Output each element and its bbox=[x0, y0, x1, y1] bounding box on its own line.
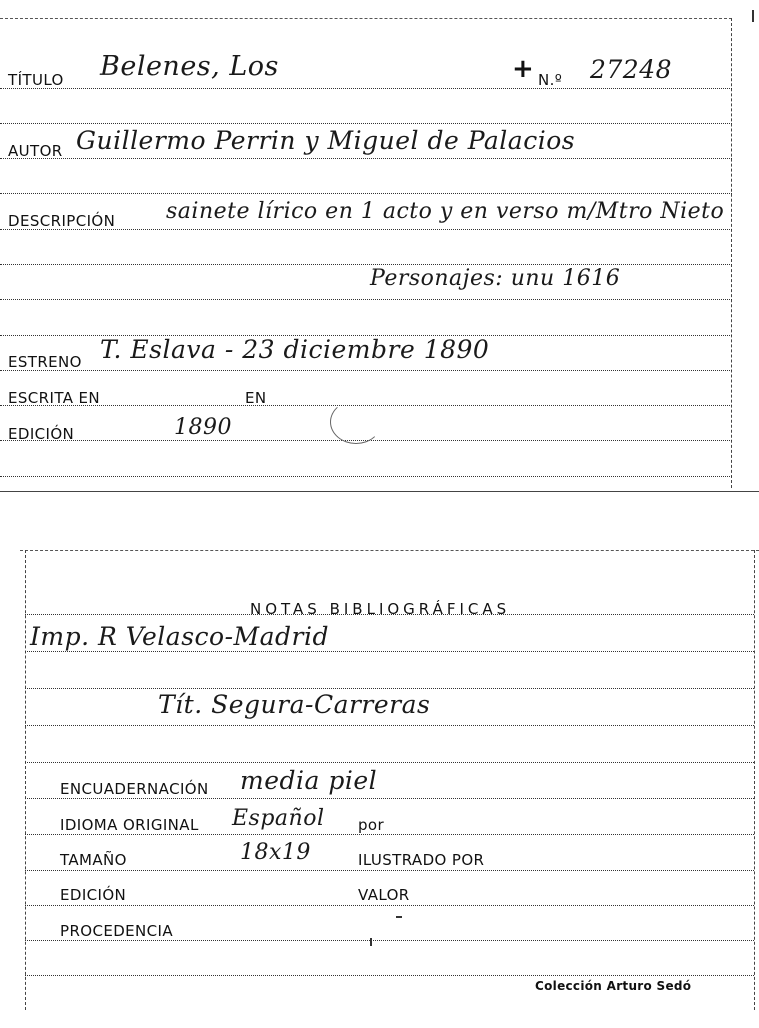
card-top-edge bbox=[0, 18, 732, 19]
rule-line bbox=[0, 370, 732, 371]
rule-line bbox=[0, 193, 732, 194]
rule-line bbox=[0, 476, 732, 477]
corner-mark bbox=[752, 10, 754, 22]
edicion-label: EDICIÓN bbox=[8, 425, 75, 443]
coleccion-footer: Colección Arturo Sedó bbox=[535, 979, 692, 993]
estreno-value: T. Eslava - 23 diciembre 1890 bbox=[100, 335, 490, 364]
note-line-2: Tít. Segura-Carreras bbox=[158, 690, 431, 719]
encuadernacion-label: ENCUADERNACIÓN bbox=[60, 780, 209, 798]
catalog-card-main bbox=[0, 0, 759, 492]
titulo-label: TÍTULO bbox=[8, 71, 64, 89]
en-label: EN bbox=[245, 389, 267, 407]
ilustrado-label: ILUSTRADO POR bbox=[358, 851, 485, 869]
rule-line bbox=[0, 299, 732, 300]
idioma-value: Español bbox=[232, 806, 325, 831]
escrita-en-label: ESCRITA EN bbox=[8, 389, 101, 407]
descripcion-value: sainete lírico en 1 acto y en verso m/Mtro Nieto bbox=[166, 199, 725, 224]
numero-value: 27248 bbox=[590, 55, 673, 84]
rule-line bbox=[25, 905, 754, 906]
rule-line bbox=[25, 688, 754, 689]
autor-label: AUTOR bbox=[8, 142, 63, 160]
card-top-edge bbox=[20, 550, 759, 551]
idioma-label: IDIOMA ORIGINAL bbox=[60, 816, 199, 834]
punch-hole-mark bbox=[330, 400, 382, 444]
edicion-label: EDICIÓN bbox=[60, 886, 127, 904]
procedencia-label: PROCEDENCIA bbox=[60, 922, 174, 940]
card-left-edge bbox=[25, 550, 26, 1010]
card-bottom-edge bbox=[0, 491, 759, 492]
autor-value: Guillermo Perrin y Miguel de Palacios bbox=[76, 126, 576, 155]
tamano-label: TAMAÑO bbox=[60, 851, 127, 869]
ink-speck bbox=[370, 938, 372, 946]
encuadernacion-value: media piel bbox=[240, 766, 378, 795]
rule-line bbox=[25, 975, 754, 976]
edicion-value: 1890 bbox=[174, 415, 232, 440]
notas-heading: NOTAS BIBLIOGRÁFICAS bbox=[250, 600, 511, 618]
numero-label: N.º bbox=[538, 71, 563, 89]
catalog-card-notes bbox=[0, 542, 759, 1028]
descripcion-label: DESCRIPCIÓN bbox=[8, 212, 116, 230]
estreno-label: ESTRENO bbox=[8, 353, 82, 371]
titulo-value: Belenes, Los bbox=[100, 51, 279, 82]
personajes-value: Personajes: unu 1616 bbox=[370, 266, 621, 291]
rule-line bbox=[25, 798, 754, 799]
valor-label: VALOR bbox=[358, 886, 410, 904]
rule-line bbox=[0, 88, 732, 89]
rule-line bbox=[0, 158, 732, 159]
note-line-1: Imp. R Velasco-Madrid bbox=[30, 622, 329, 651]
ink-speck bbox=[396, 916, 402, 918]
rule-line bbox=[25, 762, 754, 763]
rule-line bbox=[25, 940, 754, 941]
rule-line bbox=[25, 870, 754, 871]
rule-line bbox=[25, 725, 754, 726]
cross-mark: + bbox=[512, 54, 534, 84]
card-right-edge bbox=[754, 550, 755, 1010]
rule-line bbox=[25, 834, 754, 835]
rule-line bbox=[0, 123, 732, 124]
rule-line bbox=[0, 264, 732, 265]
por-label: por bbox=[358, 816, 385, 834]
tamano-value: 18x19 bbox=[240, 840, 311, 865]
